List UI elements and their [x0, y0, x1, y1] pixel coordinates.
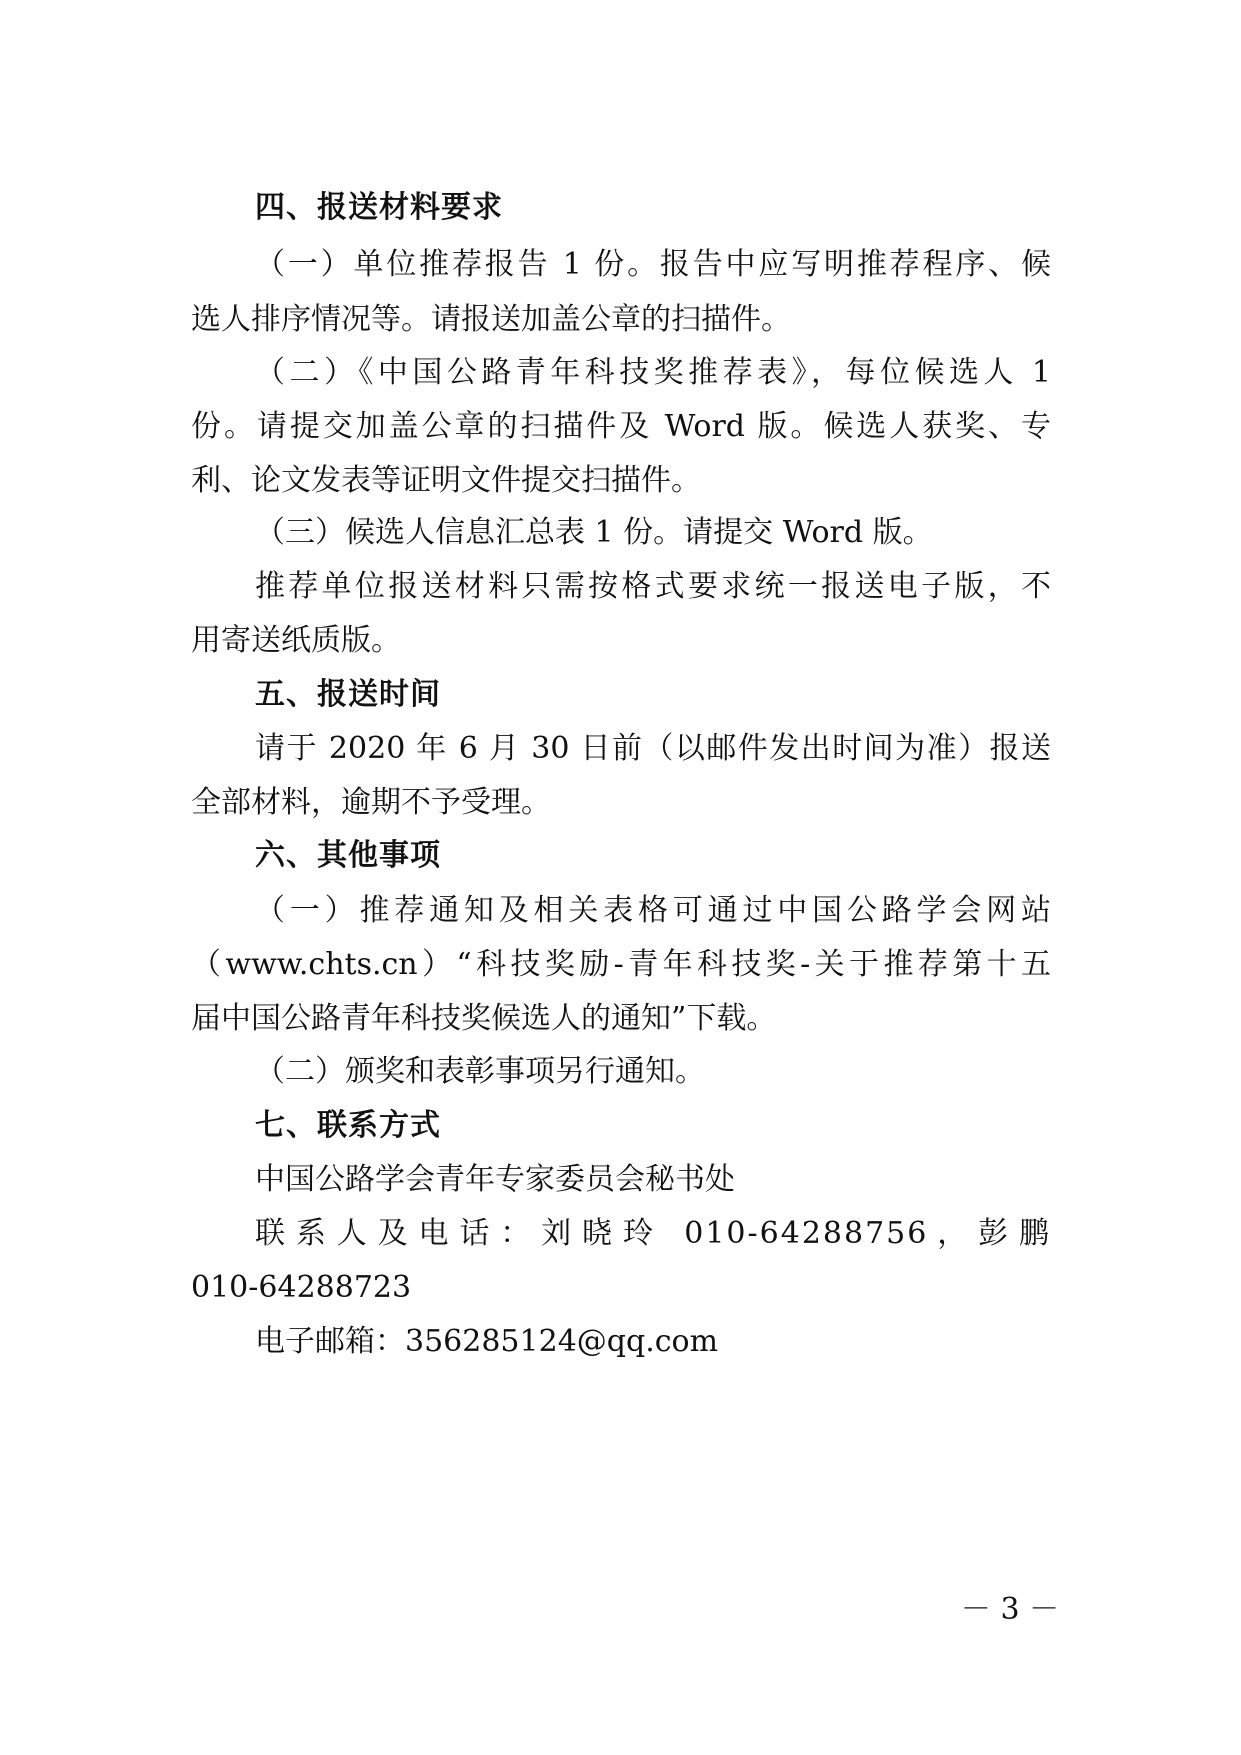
contact-phone: 联系人及电话：刘晓玲 010-64288756，彭鹏: [255, 1216, 1051, 1251]
paragraph-line: （www.chts.cn）“科技奖励-青年科技奖-关于推荐第十五: [191, 947, 1051, 982]
paragraph-line: （一）推荐通知及相关表格可通过中国公路学会网站: [255, 893, 1051, 928]
section-heading-4: 四、报送材料要求: [255, 190, 503, 225]
paragraph-line: 份。请提交加盖公章的扫描件及 Word 版。候选人获奖、专: [191, 409, 1051, 444]
paragraph-line: （一）单位推荐报告 1 份。报告中应写明推荐程序、候: [255, 247, 1051, 282]
paragraph-line: 用寄送纸质版。: [191, 623, 401, 658]
paragraph-line: 全部材料，逾期不予受理。: [191, 785, 551, 820]
page-number: － 3 －: [960, 1592, 1060, 1627]
section-heading-6: 六、其他事项: [255, 838, 441, 873]
paragraph-line: 届中国公路青年科技奖候选人的通知”下载。: [191, 1001, 777, 1036]
paragraph-line: 利、论文发表等证明文件提交扫描件。: [191, 463, 701, 498]
section-heading-7: 七、联系方式: [255, 1108, 441, 1143]
paragraph-line: 请于 2020 年 6 月 30 日前（以邮件发出时间为准）报送: [255, 731, 1051, 766]
paragraph-line: （二）颁奖和表彰事项另行通知。: [255, 1054, 705, 1089]
contact-organization: 中国公路学会青年专家委员会秘书处: [255, 1162, 735, 1197]
paragraph-line: 选人排序情况等。请报送加盖公章的扫描件。: [191, 302, 791, 337]
paragraph-line: 推荐单位报送材料只需按格式要求统一报送电子版，不: [255, 569, 1051, 604]
paragraph-line: （二）《中国公路青年科技奖推荐表》，每位候选人 1: [255, 355, 1051, 390]
paragraph-line: （三）候选人信息汇总表 1 份。请提交 Word 版。: [255, 515, 933, 550]
contact-phone-continued: 010-64288723: [191, 1270, 412, 1305]
section-heading-5: 五、报送时间: [255, 677, 441, 712]
contact-email: 电子邮箱：356285124@qq.com: [255, 1324, 719, 1359]
